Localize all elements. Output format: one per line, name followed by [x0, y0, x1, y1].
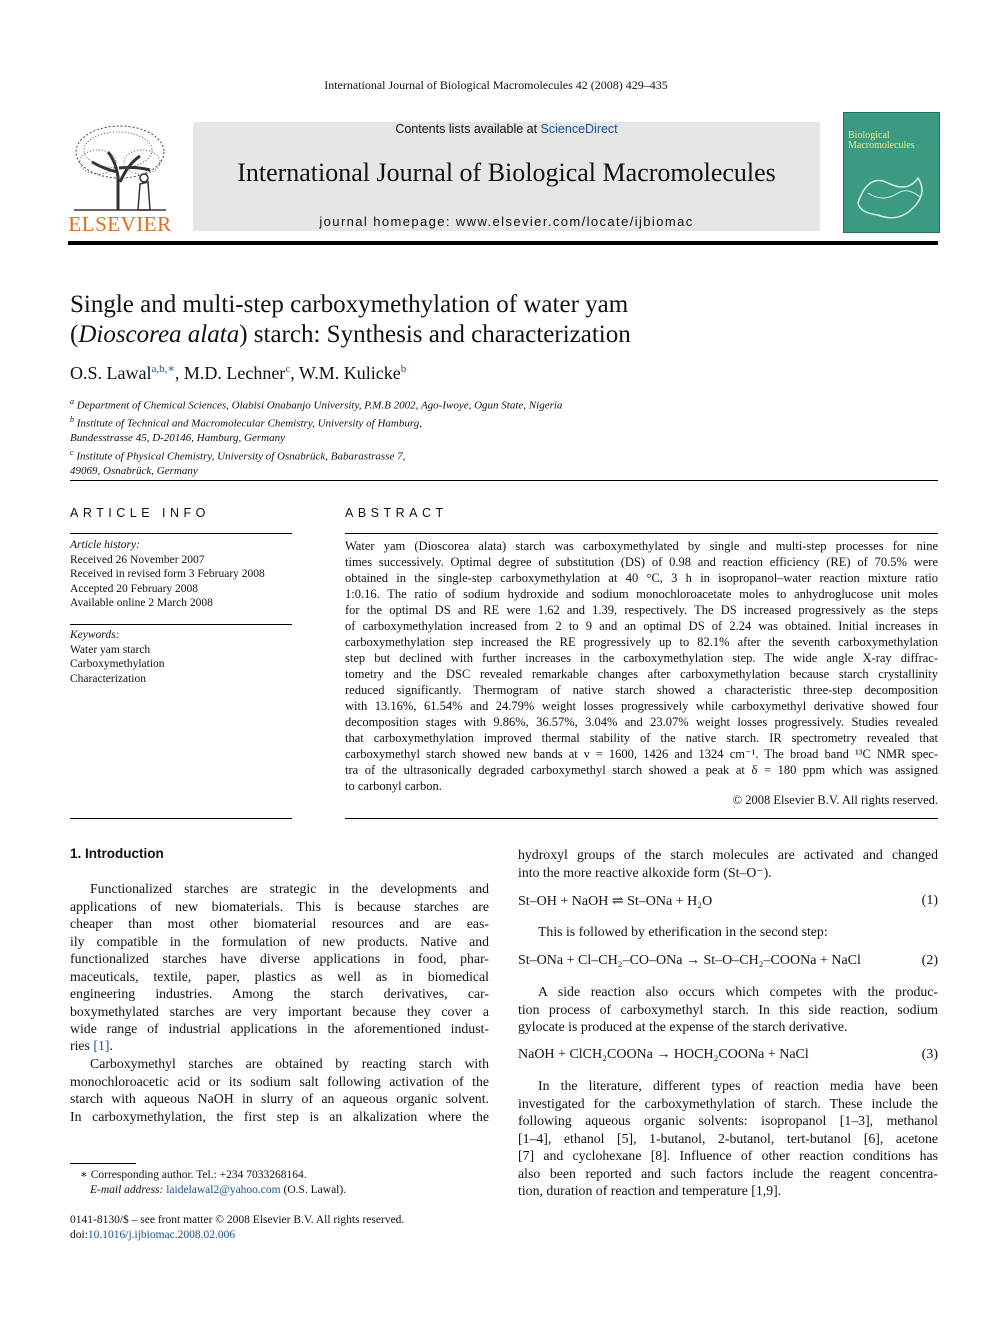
text-line: to carbonyl carbon.	[345, 779, 442, 793]
text-line: decomposition stages with 9.86%, 36.57%, 3.04% and 23.07% weight losses progressively. Studies revealed	[345, 715, 938, 729]
text-line: of carboxymethylation increased from 2 to 9 and an optimal DS of 2.24 was obtained. Initial increases in	[345, 619, 938, 633]
text-line: with 13.16%, 61.54% and 24.79% weight losses progressively while carboxymethyl derivative showed four	[345, 699, 938, 713]
homepage-prefix: journal homepage:	[319, 214, 456, 229]
affiliation: $^b$ Institute of Technical and Macromolecular Chemistry, University of Hamburg,	[70, 415, 422, 430]
issn-line: 0141-8130/$ – see front matter © 2008 Elsevier B.V. All rights reserved.	[70, 1214, 405, 1226]
text-line: monochloroacetic acid or its sodium salt following activation of the	[70, 1073, 489, 1089]
text-line: tion process of carboxymethyl starch. In this side reaction, sodium	[518, 1001, 938, 1017]
equation-number: (3)	[921, 1047, 938, 1062]
title-line2-rest: ) starch: Synthesis and characterization	[239, 321, 631, 348]
homepage-line	[193, 214, 820, 229]
citation-link[interactable]: [1]	[93, 1038, 110, 1053]
continued-paragraph	[518, 846, 938, 881]
text-line: Water yam (Dioscorea alata) starch was carboxymethylated by single and multi-step processes for nine	[345, 539, 938, 553]
etherification-text: This is followed by etherification in the second step:	[538, 924, 828, 939]
text-line: step but declined with further increases in the carboxymethylation step. The wide angle X-ray diffrac-	[345, 651, 938, 665]
intro-paragraph-2	[70, 1055, 489, 1125]
corresponding-author: ∗ Corresponding author. Tel.: +234 7033268164.	[80, 1169, 307, 1181]
cover-title-line2: Macromolecules	[848, 140, 915, 151]
info-rule	[70, 624, 292, 625]
email-label: E-mail address:	[90, 1184, 167, 1196]
history-item: Received 26 November 2007	[70, 553, 205, 566]
text-line: ily compatible in the formulation of new products. Native and	[70, 933, 489, 949]
email-link[interactable]: laidelawal2@yahoo.com	[166, 1184, 281, 1196]
affiliations	[70, 395, 562, 478]
title-line2	[70, 320, 631, 350]
affiliation: $^c$ Institute of Physical Chemistry, University of Osnabrück, Babarastrasse 7,	[70, 447, 406, 463]
contents-line	[193, 122, 820, 136]
equation-number: (1)	[921, 893, 938, 908]
intro-p1-last-line: ries [1].	[70, 1038, 113, 1053]
footnote: ∗ Corresponding author. Tel.: +234 7033268164. E-mail address: laidelawal2@yahoo.com (O.S. Lawal).	[80, 1169, 347, 1196]
affiliation: Bundesstrasse 45, D-20146, Hamburg, Germany	[70, 432, 285, 445]
text-line: investigated for the carboxymethylation of starch. These include the	[518, 1095, 938, 1111]
author-affil-mark[interactable]: a,b,∗	[151, 363, 175, 375]
text-line: gylocate is produced at the expense of the starch derivative.	[518, 1019, 848, 1034]
text-line: reduced significantly. Thermogram of native starch showed a characteristic three-step decomposition	[345, 683, 938, 697]
author-name[interactable]: , W.M. Kulicke	[290, 363, 401, 383]
cover-title	[848, 131, 915, 151]
author-name[interactable]: O.S. Lawal	[70, 363, 152, 383]
section-heading: 1. Introduction	[70, 846, 164, 861]
author-list	[70, 362, 406, 384]
text-line: [7] and cyclohexane [8]. Influence of other reaction conditions has	[518, 1148, 938, 1163]
equation-text: NaOH + ClCH₂COONa → HOCH₂COONa + NaCl	[518, 1047, 809, 1062]
text-line: following aqueous organic solvents: isopropanol [1–3], methanol	[518, 1113, 938, 1128]
literature-paragraph	[518, 1077, 938, 1200]
text-line: 1:0.16. The ratio of sodium hydroxide and sodium monochloroacetate moles to anhydroglucose unit moles	[345, 587, 938, 601]
text-line: In carboxymethylation, the first step is an alkalization where the	[70, 1108, 489, 1124]
author-affil-mark[interactable]: c	[285, 363, 291, 375]
affiliation: 49069, Osnabrück, Germany	[70, 464, 198, 477]
publisher-name: ELSEVIER	[68, 212, 172, 236]
text-line: Functionalized starches are strategic in the developments and	[90, 881, 489, 896]
footnote-rule	[70, 1163, 136, 1164]
intro-p1-last: ries	[70, 1038, 94, 1053]
info-rule	[70, 533, 292, 534]
text-line: times successively. Optimal degree of substitution (DS) of 0.98 and reaction efficiency (RE) of 70.5% were	[345, 555, 938, 569]
keyword: Carboxymethylation	[70, 658, 165, 670]
equation-text: St–ONa + Cl–CH₂–CO–ONa → St–O–CH₂–COONa + NaCl	[518, 953, 861, 968]
title-line1: Single and multi-step carboxymethylation of water yam	[70, 291, 629, 318]
intro-paragraph-1	[70, 880, 489, 1038]
author-affil-mark[interactable]: b	[400, 363, 407, 375]
homepage-link[interactable]: www.elsevier.com/locate/ijbiomac	[455, 214, 694, 229]
info-rule	[70, 818, 292, 819]
text-line: A side reaction also occurs which competes with the produc-	[538, 984, 938, 999]
author-name[interactable]: , M.D. Lechner	[174, 363, 286, 383]
cover-title-line1: Biological	[848, 130, 890, 141]
masthead	[68, 112, 938, 236]
header-rule	[70, 480, 938, 481]
journal-cover[interactable]	[843, 112, 940, 233]
title-species: Dioscorea alata	[78, 321, 240, 348]
text-line: tra of the ultrasonically degraded carboxymethyl starch showed a peak at δ = 180 ppm which was assigned	[345, 763, 938, 777]
keyword: Characterization	[70, 672, 146, 685]
equation-2	[518, 953, 938, 969]
text-line: maceuticals, textile, paper, plastics as well as in biomedical	[70, 968, 489, 984]
text-line: that carboxymethylation improved thermal stability of the native starch. IR spectrometry revealed that	[345, 731, 938, 745]
cover-molecule-icon	[848, 163, 934, 227]
text-line: hydroxyl groups of the starch molecules are activated and changed	[518, 847, 938, 862]
journal-title: International Journal of Biological Macromolecules	[237, 158, 776, 187]
journal-banner	[193, 122, 820, 231]
copyright: © 2008 Elsevier B.V. All rights reserved.	[732, 793, 938, 807]
text-line: obtained in the single-step carboxymethylation at 40 °C, 3 h in isopropanol–water reaction mixture ratio	[345, 571, 938, 585]
text-line: applications of new biomaterials. This is because starches are	[70, 898, 489, 914]
history-label: Article history:	[70, 539, 140, 551]
article-info-heading: ARTICLE INFO	[70, 506, 210, 520]
history-item: Available online 2 March 2008	[70, 597, 213, 609]
keywords	[70, 628, 165, 686]
text-line: functionalized starches have diverse applications in food, phar-	[70, 951, 489, 966]
text-line: boxymethylated starches are very important because they cover a	[70, 1003, 489, 1019]
side-reaction-paragraph	[518, 983, 938, 1036]
abstract-rule	[345, 533, 938, 534]
running-header: International Journal of Biological Macromolecules 42 (2008) 429–435	[324, 78, 668, 92]
text-line: for the optimal DS and RE were 1.62 and 1.39, respectively. The DS increased progressively as the steps	[345, 603, 938, 617]
text-line: In the literature, different types of reaction media have been	[538, 1078, 938, 1093]
tree-icon	[68, 122, 172, 214]
abstract-heading: ABSTRACT	[345, 506, 448, 520]
front-matter: 0141-8130/$ – see front matter © 2008 Elsevier B.V. All rights reserved. doi:10.1016/j.ijbiomac.2008.02.006	[70, 1214, 405, 1241]
text-line: tion, duration of reaction and temperature [1,9].	[518, 1183, 782, 1198]
equation-number: (2)	[921, 953, 938, 968]
text-line: carboxymethyl starch showed new bands at ν = 1600, 1426 and 1324 cm⁻¹. The broad band ¹³C NMR spec-	[345, 747, 938, 761]
text-line: Carboxymethyl starches are obtained by reacting starch with	[90, 1056, 489, 1071]
title-paren: (	[70, 321, 79, 348]
text-line: also been reported and such factors include the reagent concentra-	[518, 1165, 938, 1181]
history-item: Received in revised form 3 February 2008	[70, 568, 265, 580]
article-history	[70, 538, 265, 611]
text-line: engineering industries. Among the starch derivatives, car-	[70, 986, 489, 1001]
text-line: cheaper than most other biomaterial resources and are eas-	[70, 916, 489, 931]
doi-link[interactable]: 10.1016/j.ijbiomac.2008.02.006	[87, 1229, 236, 1241]
equation-3	[518, 1047, 938, 1063]
affiliation: $^a$ Department of Chemical Sciences, Olabisi Onabanjo University, P.M.B 2002, Ago-Iwoye, Ogun State, Nigeria	[70, 397, 563, 412]
contents-prefix: Contents lists available at	[395, 122, 541, 136]
text-line: carboxymethylation step increased the RE progressively up to 82.1% after the seventh carboxymethylation	[345, 635, 938, 649]
abstract-rule	[345, 818, 938, 819]
text-line: starch with aqueous NaOH in slurry of an aqueous organic solvent.	[70, 1091, 489, 1106]
article-title	[70, 290, 631, 350]
keywords-label: Keywords:	[70, 629, 120, 641]
elsevier-logo[interactable]	[68, 122, 172, 236]
sciencedirect-link[interactable]: ScienceDirect	[540, 122, 618, 136]
abstract-body	[345, 538, 938, 794]
text-line: wide range of industrial applications in the aforementioned indust-	[70, 1021, 489, 1036]
masthead-rule	[68, 241, 938, 245]
equation-1	[518, 893, 938, 910]
text-line: tometry and the DSC revealed remarkable changes after carboxymethylation because starch crystallinity	[345, 667, 938, 681]
text-line: [1–4], ethanol [5], 1-butanol, 2-butanol, tert-butanol [6], acetone	[518, 1130, 938, 1146]
equation-text: St–OH + NaOH ⇌ St–ONa + H₂O	[518, 894, 713, 909]
keyword: Water yam starch	[70, 643, 151, 656]
history-item: Accepted 20 February 2008	[70, 582, 199, 595]
text-line: into the more reactive alkoxide form (St–O⁻).	[518, 864, 772, 880]
